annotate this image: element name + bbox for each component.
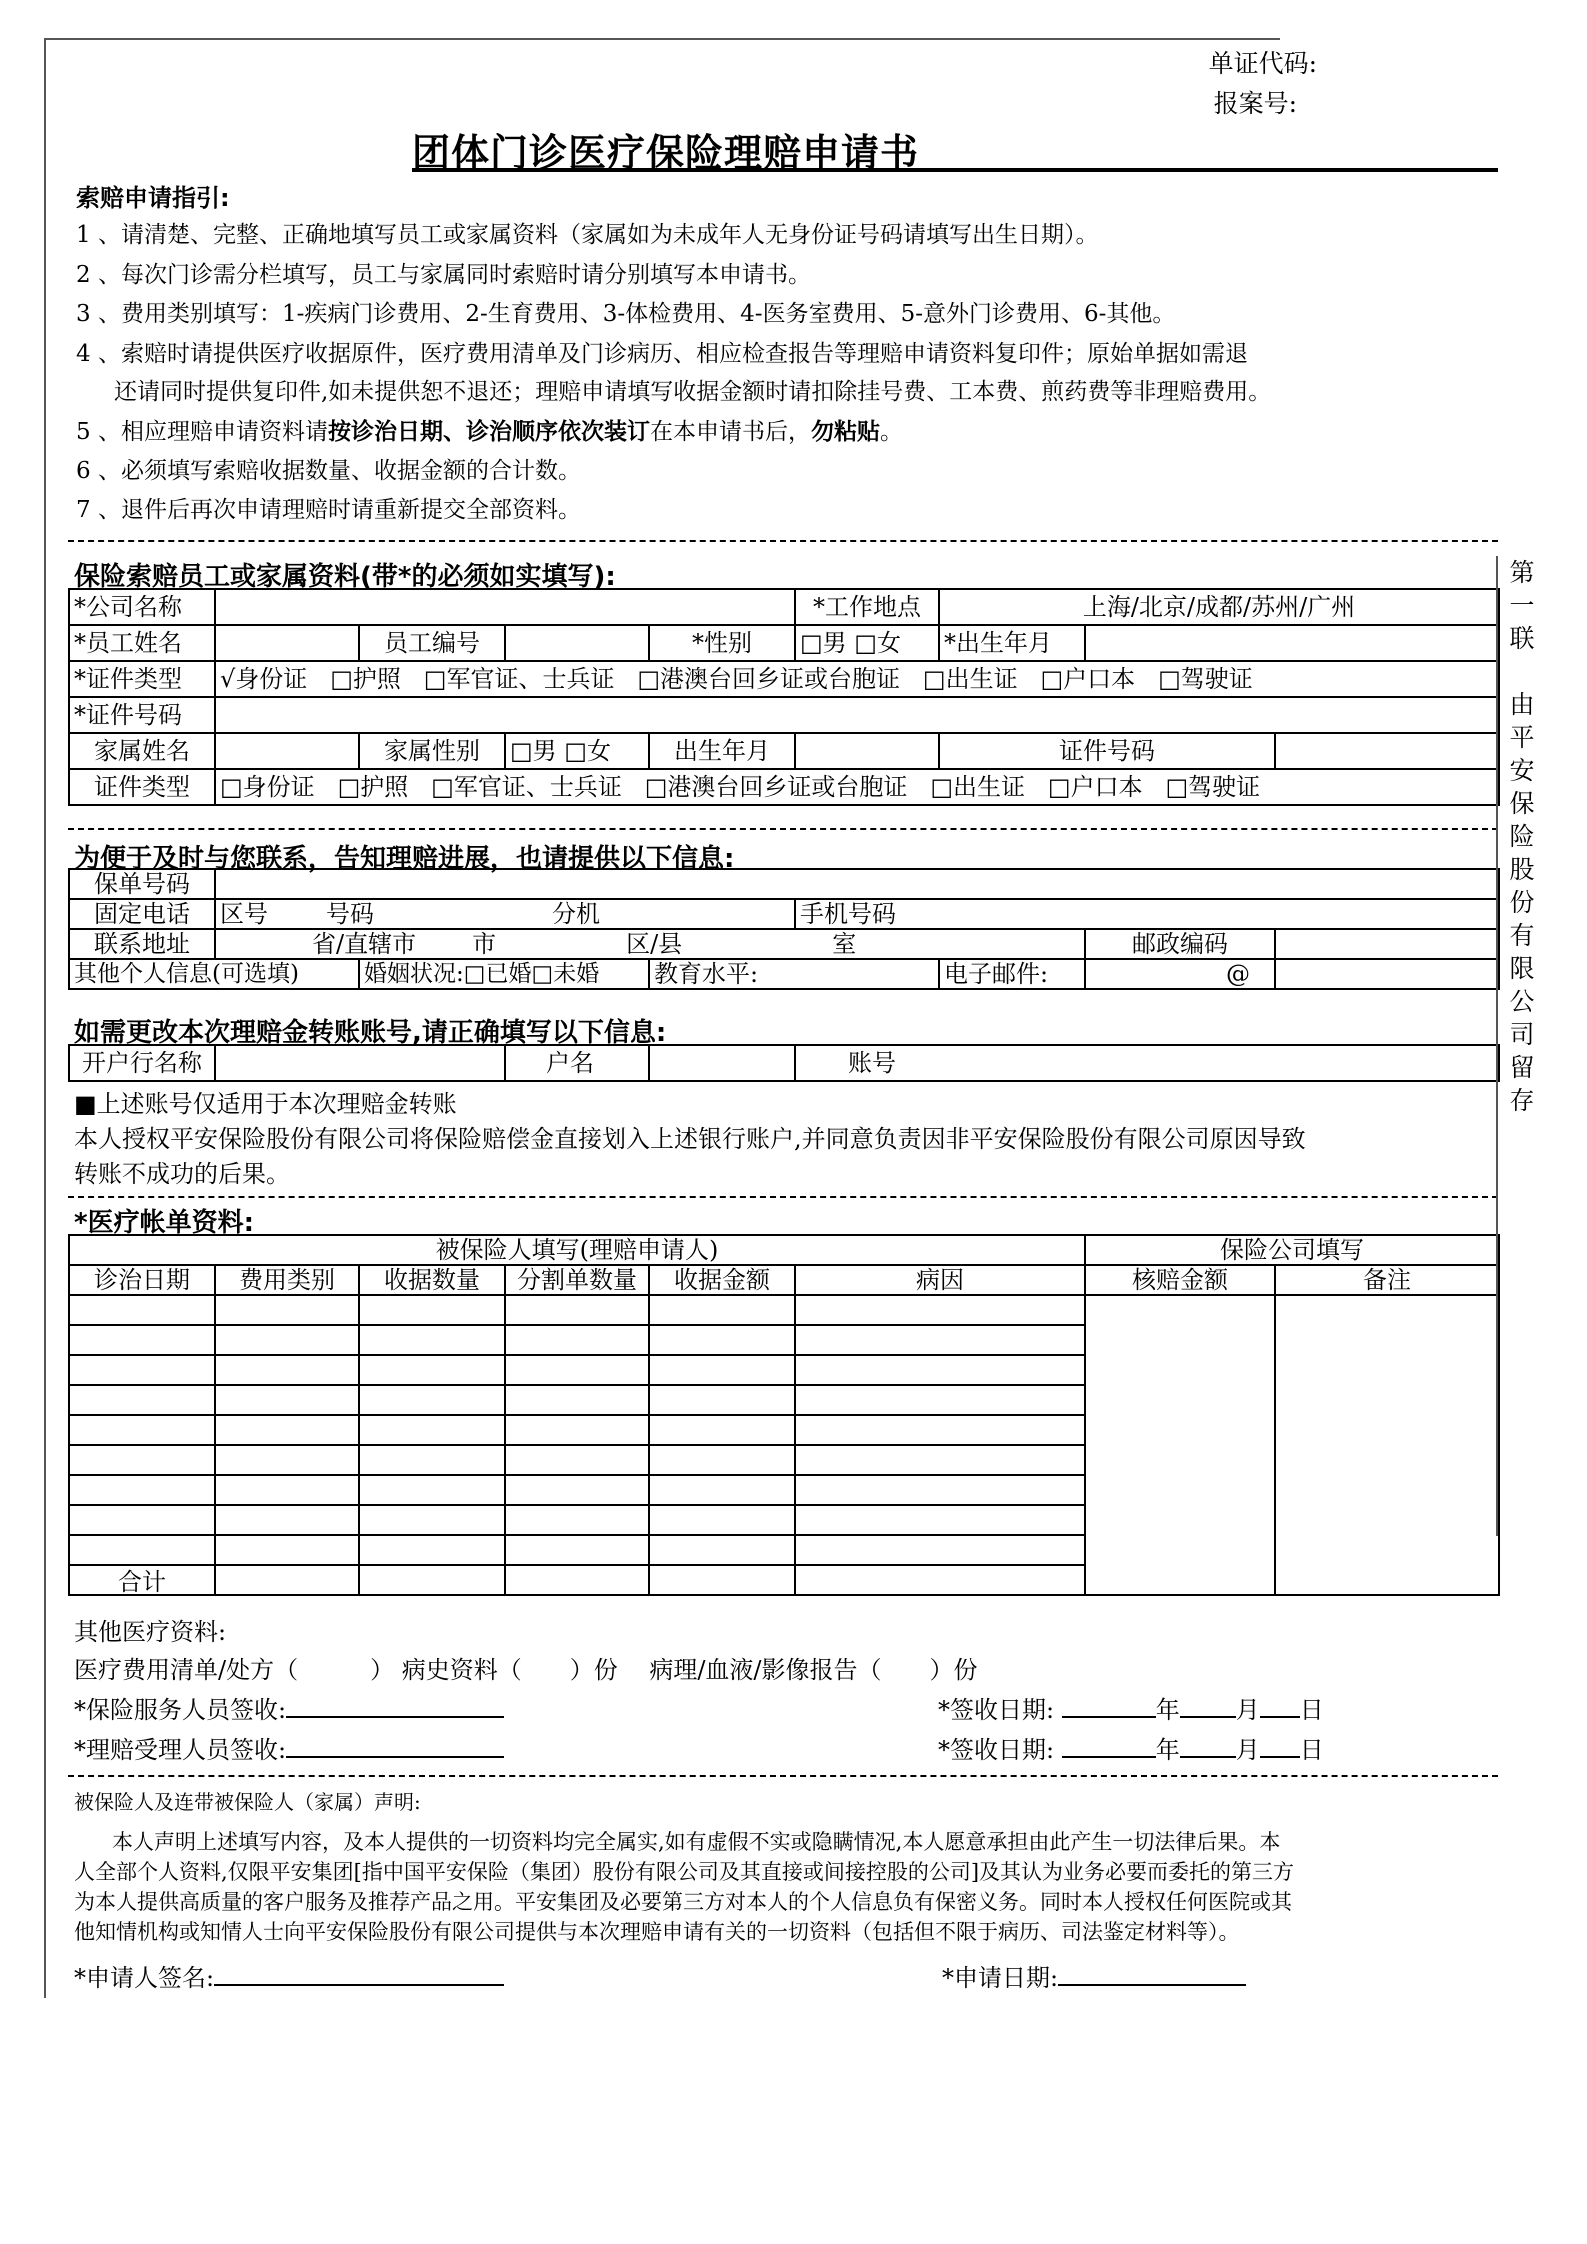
bank-name-input[interactable] (215, 1045, 505, 1081)
claim-sign[interactable]: *理赔受理人员签收: (74, 1730, 504, 1765)
other-materials-line[interactable]: 医疗费用清单/处方（ ） 病史资料（ ）份 病理/血液/影像报告（ ）份 (74, 1656, 978, 1684)
bill-cell[interactable] (215, 1415, 359, 1445)
bill-cell[interactable] (359, 1565, 505, 1595)
title-rule (412, 168, 1498, 172)
approved-amount-cell[interactable] (1085, 1295, 1275, 1595)
bill-cell[interactable] (795, 1355, 1085, 1385)
bill-cell[interactable] (359, 1505, 505, 1535)
bill-cell[interactable] (505, 1295, 649, 1325)
phone-input[interactable]: 区号 号码 分机 (215, 899, 795, 929)
bill-cell[interactable] (215, 1295, 359, 1325)
bank-name-label: 开户行名称 (69, 1045, 215, 1081)
declaration-line: 他知情机构或知情人士向平安保险股份有限公司提供与本次理赔申请有关的一切资料（包括但不限于病历、司法鉴定材料等）。 (74, 1920, 1240, 1944)
bill-cell[interactable] (69, 1415, 215, 1445)
contact-section-heading: 为便于及时与您联系，告知理赔进展，也请提供以下信息: (74, 844, 735, 874)
id-type-option[interactable]: □护照 (337, 773, 409, 801)
bill-cell[interactable] (69, 1535, 215, 1565)
table-row (69, 1295, 1499, 1325)
emp-name-input[interactable] (215, 625, 359, 661)
bill-cell[interactable] (215, 1385, 359, 1415)
declaration-heading: 被保险人及连带被保险人（家属）声明: (74, 1790, 421, 1814)
declaration-line: 人全部个人资料,仅限平安集团[指中国平安保险（集团）股份有限公司及其直接或间接控股的公司]及其认为业务必要而委托的第三方 (74, 1860, 1295, 1884)
policy-no-input[interactable] (215, 869, 1499, 899)
bills-table (68, 1234, 1500, 1596)
divider (68, 540, 1498, 542)
bill-cell[interactable] (69, 1445, 215, 1475)
bill-cell[interactable] (359, 1325, 505, 1355)
bill-cell[interactable] (69, 1355, 215, 1385)
bill-cell[interactable] (505, 1535, 649, 1565)
bill-cell[interactable] (649, 1325, 795, 1355)
bill-cell[interactable] (215, 1505, 359, 1535)
gender-options[interactable]: □男 □女 (795, 625, 939, 661)
divider (68, 828, 1498, 830)
side-retention-note: 第 一 联 由 平 安 保 险 股 份 有 限 公 司 留 存 (1509, 558, 1535, 1115)
family-id-no-input[interactable] (1275, 733, 1499, 769)
holder-input[interactable] (649, 1045, 795, 1081)
bill-cell[interactable] (215, 1355, 359, 1385)
col-remarks: 备注 (1275, 1265, 1499, 1295)
birth-label: *出生年月 (939, 625, 1085, 661)
bill-cell[interactable] (649, 1475, 795, 1505)
page-frame-top (44, 38, 1280, 40)
col-date: 诊治日期 (69, 1265, 215, 1295)
bill-cell[interactable] (795, 1535, 1085, 1565)
insured-header: 被保险人填写(理赔申请人) (69, 1235, 1085, 1265)
doc-code-label: 单证代码: (1208, 49, 1317, 78)
bill-cell[interactable] (795, 1325, 1085, 1355)
sign-date[interactable]: *签收日期: 年 月 日 (938, 1696, 1324, 1724)
id-type-option[interactable]: □港澳台回乡证或台胞证 (637, 665, 901, 693)
col-fee-type: 费用类别 (215, 1265, 359, 1295)
guide-item-5: 5 、相应理赔申请资料请按诊治日期、诊治顺序依次装订在本申请书后，勿粘贴。 (76, 418, 903, 445)
bank-table (68, 1044, 1500, 1082)
guide-item: 4 、索赔时请提供医疗收据原件，医疗费用清单及门诊病历、相应检查报告等理赔申请资料复印件；原始单据如需退 (76, 341, 1248, 367)
id-type-option[interactable]: □户口本 (1040, 665, 1136, 693)
bill-cell[interactable] (795, 1505, 1085, 1535)
work-location-value[interactable]: 上海/北京/成都/苏州/广州 (939, 589, 1499, 625)
id-type-option[interactable]: □驾驶证 (1165, 773, 1261, 801)
guide-heading: 索赔申请指引: (76, 184, 230, 212)
service-sign[interactable]: *保险服务人员签收: (74, 1690, 504, 1725)
apply-date[interactable]: *申请日期: (942, 1958, 1246, 1993)
policy-no-label: 保单号码 (69, 869, 215, 899)
family-name-input[interactable] (215, 733, 359, 769)
gender-label: *性别 (649, 625, 795, 661)
family-id-type-options[interactable] (215, 769, 1499, 805)
address-input[interactable]: 省/直辖市 市 区/县 室 (215, 929, 1085, 959)
bill-cell[interactable] (505, 1385, 649, 1415)
declaration-line: 本人声明上述填写内容，及本人提供的一切资料均完全属实,如有虚假不实或隐瞒情况,本人愿意承担由此产生一切法律后果。本 (112, 1830, 1281, 1854)
bill-cell[interactable] (69, 1505, 215, 1535)
family-id-no-label: 证件号码 (939, 733, 1275, 769)
bill-cell[interactable] (795, 1565, 1085, 1595)
guide-item: 3 、费用类别填写：1-疾病门诊费用、2-生育费用、3-体检费用、4-医务室费用、5-意外门诊费用、6-其他。 (76, 301, 1176, 327)
company-label: *公司名称 (69, 589, 215, 625)
col-receipt-amount: 收据金额 (649, 1265, 795, 1295)
bill-cell[interactable] (649, 1385, 795, 1415)
bill-cell[interactable] (359, 1385, 505, 1415)
bill-cell[interactable] (505, 1325, 649, 1355)
id-type-option[interactable]: √身份证 (220, 665, 308, 693)
case-no-label: 报案号: (1213, 89, 1297, 118)
guide-item: 还请同时提供复印件,如未提供恕不退还；理赔申请填写收据金额时请扣除挂号费、工本费、煎药费等非理赔费用。 (114, 379, 1272, 405)
bank-section-heading: 如需更改本次理赔金转账账号,请正确填写以下信息: (74, 1018, 667, 1048)
bill-cell[interactable] (795, 1475, 1085, 1505)
bill-cell[interactable] (649, 1445, 795, 1475)
id-type-option[interactable]: □军官证、士兵证 (431, 773, 622, 801)
bill-cell[interactable] (69, 1385, 215, 1415)
family-name-label: 家属姓名 (69, 733, 215, 769)
company-input[interactable] (215, 589, 795, 625)
family-id-type-label: 证件类型 (69, 769, 215, 805)
bill-cell[interactable] (795, 1295, 1085, 1325)
id-type-option[interactable]: □出生证 (922, 665, 1018, 693)
bill-cell[interactable] (359, 1295, 505, 1325)
bill-cell[interactable] (69, 1295, 215, 1325)
company-header: 保险公司填写 (1085, 1235, 1499, 1265)
address-label: 联系地址 (69, 929, 215, 959)
side-divider (1496, 556, 1498, 1536)
guide-item: 7 、退件后再次申请理赔时请重新提交全部资料。 (76, 497, 581, 523)
bills-section-heading: *医疗帐单资料: (74, 1208, 254, 1238)
mobile-input[interactable] (1085, 899, 1499, 929)
bill-cell[interactable] (795, 1385, 1085, 1415)
family-gender-label: 家属性别 (359, 733, 505, 769)
col-cause: 病因 (795, 1265, 1085, 1295)
page-title: 团体门诊医疗保险理赔申请书 (412, 131, 920, 175)
total-label: 合计 (69, 1565, 215, 1595)
postcode-label: 邮政编码 (1085, 929, 1275, 959)
col-approved-amount: 核赔金额 (1085, 1265, 1275, 1295)
bill-cell[interactable] (215, 1535, 359, 1565)
sign-date[interactable]: *签收日期: 年 月 日 (938, 1736, 1324, 1764)
bill-cell[interactable] (359, 1535, 505, 1565)
marital-options[interactable]: 婚姻状况:□已婚□未婚 (359, 959, 649, 989)
bill-cell[interactable] (649, 1565, 795, 1595)
bill-cell[interactable] (359, 1445, 505, 1475)
bank-authorization: 本人授权平安保险股份有限公司将保险赔偿金直接划入上述银行账户,并同意负责因非平安保险股份有限公司原因导致 (74, 1125, 1306, 1153)
bank-notice: ■上述账号仅适用于本次理赔金转账 (74, 1090, 457, 1118)
guide-item: 2 、每次门诊需分栏填写，员工与家属同时索赔时请分别填写本申请书。 (76, 262, 811, 288)
bill-cell[interactable] (795, 1445, 1085, 1475)
bill-cell[interactable] (649, 1415, 795, 1445)
employee-section-heading: 保险索赔员工或家属资料(带*的必须如实填写): (74, 562, 616, 592)
holder-label: 户名 (505, 1045, 649, 1081)
col-split-count: 分割单数量 (505, 1265, 649, 1295)
mobile-label: 手机号码 (795, 899, 1085, 929)
id-type-option[interactable]: □港澳台回乡证或台胞证 (644, 773, 908, 801)
id-type-option[interactable]: □驾驶证 (1158, 665, 1253, 693)
divider (68, 1196, 1498, 1198)
bill-cell[interactable] (505, 1565, 649, 1595)
id-type-option[interactable]: □出生证 (930, 773, 1025, 801)
bill-cell[interactable] (215, 1565, 359, 1595)
col-receipt-count: 收据数量 (359, 1265, 505, 1295)
id-type-options[interactable] (215, 661, 1499, 697)
other-heading: 其他医疗资料: (74, 1618, 227, 1646)
bill-cell[interactable] (359, 1475, 505, 1505)
guide-item: 1 、请清楚、完整、正确地填写员工或家属资料（家属如为未成年人无身份证号码请填写出生日期）。 (76, 222, 1099, 248)
bill-cell[interactable] (69, 1325, 215, 1355)
remarks-cell[interactable] (1275, 1295, 1499, 1595)
other-info-label: 其他个人信息(可选填) (69, 959, 359, 989)
email-input[interactable]: @ (1085, 959, 1275, 989)
account-field[interactable] (795, 1045, 1499, 1081)
emp-no-label: 员工编号 (359, 625, 505, 661)
bill-cell[interactable] (215, 1475, 359, 1505)
bill-cell[interactable] (649, 1535, 795, 1565)
work-location-label: *工作地点 (795, 589, 939, 625)
birth-input[interactable] (1085, 625, 1499, 661)
bill-cell[interactable] (649, 1505, 795, 1535)
account-label: 账号 (848, 1049, 896, 1077)
id-type-option[interactable]: □军官证、士兵证 (423, 665, 615, 693)
bill-cell[interactable] (69, 1475, 215, 1505)
bill-cell[interactable] (505, 1355, 649, 1385)
email-extra[interactable] (1275, 959, 1499, 989)
guide-item: 6 、必须填写索赔收据数量、收据金额的合计数。 (76, 458, 581, 484)
page-frame-left (44, 38, 46, 1998)
postcode-input[interactable] (1275, 929, 1499, 959)
emp-name-label: *员工姓名 (69, 625, 215, 661)
employee-table (68, 588, 1500, 806)
phone-label: 固定电话 (69, 899, 215, 929)
email-label: 电子邮件: (939, 959, 1085, 989)
declaration-line: 为本人提供高质量的客户服务及推荐产品之用。平安集团及必要第三方对本人的个人信息负有保密义务。同时本人授权任何医院或其 (74, 1890, 1292, 1914)
bill-cell[interactable] (649, 1355, 795, 1385)
bill-cell[interactable] (215, 1445, 359, 1475)
bill-cell[interactable] (359, 1415, 505, 1445)
id-no-label: *证件号码 (69, 697, 215, 733)
family-birth-label: 出生年月 (649, 733, 795, 769)
divider (68, 1775, 1498, 1777)
education-label[interactable]: 教育水平: (649, 959, 939, 989)
id-type-option[interactable]: □户口本 (1047, 773, 1143, 801)
family-gender-options[interactable]: □男 □女 (505, 733, 649, 769)
contact-table (68, 868, 1500, 990)
id-no-input[interactable] (215, 697, 1499, 733)
bill-cell[interactable] (795, 1415, 1085, 1445)
applicant-sign[interactable]: *申请人签名: (74, 1958, 504, 1993)
bill-cell[interactable] (215, 1325, 359, 1355)
family-birth-input[interactable] (795, 733, 939, 769)
bank-authorization: 转账不成功的后果。 (74, 1160, 290, 1188)
bill-cell[interactable] (505, 1415, 649, 1445)
emp-no-input[interactable] (505, 625, 649, 661)
id-type-label: *证件类型 (69, 661, 215, 697)
bill-cell[interactable] (359, 1355, 505, 1385)
bill-cell[interactable] (505, 1505, 649, 1535)
id-type-option[interactable]: □身份证 (220, 773, 315, 801)
bill-cell[interactable] (649, 1295, 795, 1325)
bill-cell[interactable] (505, 1475, 649, 1505)
id-type-option[interactable]: □护照 (330, 665, 401, 693)
bill-cell[interactable] (505, 1445, 649, 1475)
